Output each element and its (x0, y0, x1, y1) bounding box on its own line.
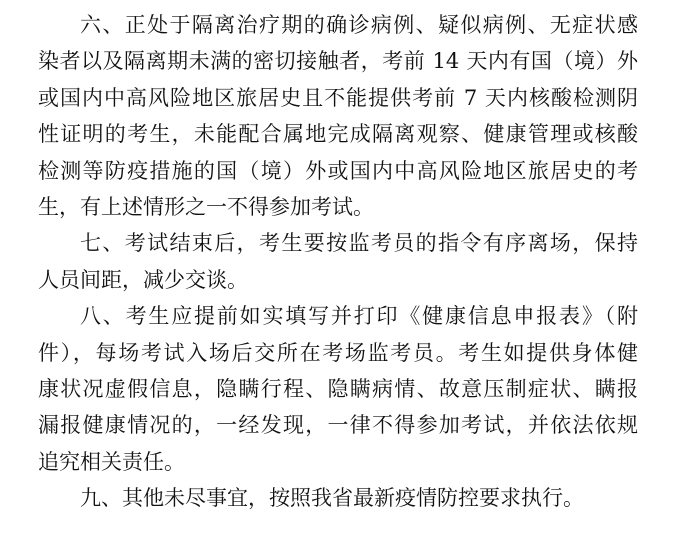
paragraph-line: 七、考试结束后，考生要按监考员的指令有序离场，保持 (80, 231, 638, 256)
paragraph-line: 或国内中高风险地区旅居史且不能提供考前 7 天内核酸检测阴 (38, 85, 638, 110)
paragraph-seven (38, 225, 638, 298)
paragraph-line: 八、考生应提前如实填写并打印《健康信息申报表》（附 (80, 304, 638, 329)
paragraph-line: 漏报健康情况的，一经发现，一律不得参加考试，并依法依规 (38, 413, 638, 438)
paragraph-line: 康状况虚假信息，隐瞒行程、隐瞒病情、故意压制症状、瞒报 (38, 376, 638, 401)
paragraph-nine (38, 480, 638, 516)
paragraph-six (38, 7, 638, 225)
paragraph-line: 检测等防疫措施的国（境）外或国内中高风险地区旅居史的考 (38, 158, 638, 183)
paragraph-line: 件），每场考试入场后交所在考场监考员。考生如提供身体健 (38, 340, 638, 365)
paragraph-line: 人员间距，减少交谈。 (38, 267, 248, 292)
document-body (38, 7, 638, 516)
paragraph-line: 六、正处于隔离治疗期的确诊病例、疑似病例、无症状感 (80, 13, 638, 37)
paragraph-line: 性证明的考生，未能配合属地完成隔离观察、健康管理或核酸 (38, 122, 638, 147)
paragraph-line: 九、其他未尽事宜，按照我省最新疫情防控要求执行。 (80, 486, 584, 511)
paragraph-line: 追究相关责任。 (38, 449, 185, 474)
paragraph-eight (38, 298, 638, 480)
paragraph-line: 生，有上述情形之一不得参加考试。 (38, 194, 374, 219)
paragraph-line: 染者以及隔离期未满的密切接触者，考前 14 天内有国（境）外 (38, 49, 638, 74)
